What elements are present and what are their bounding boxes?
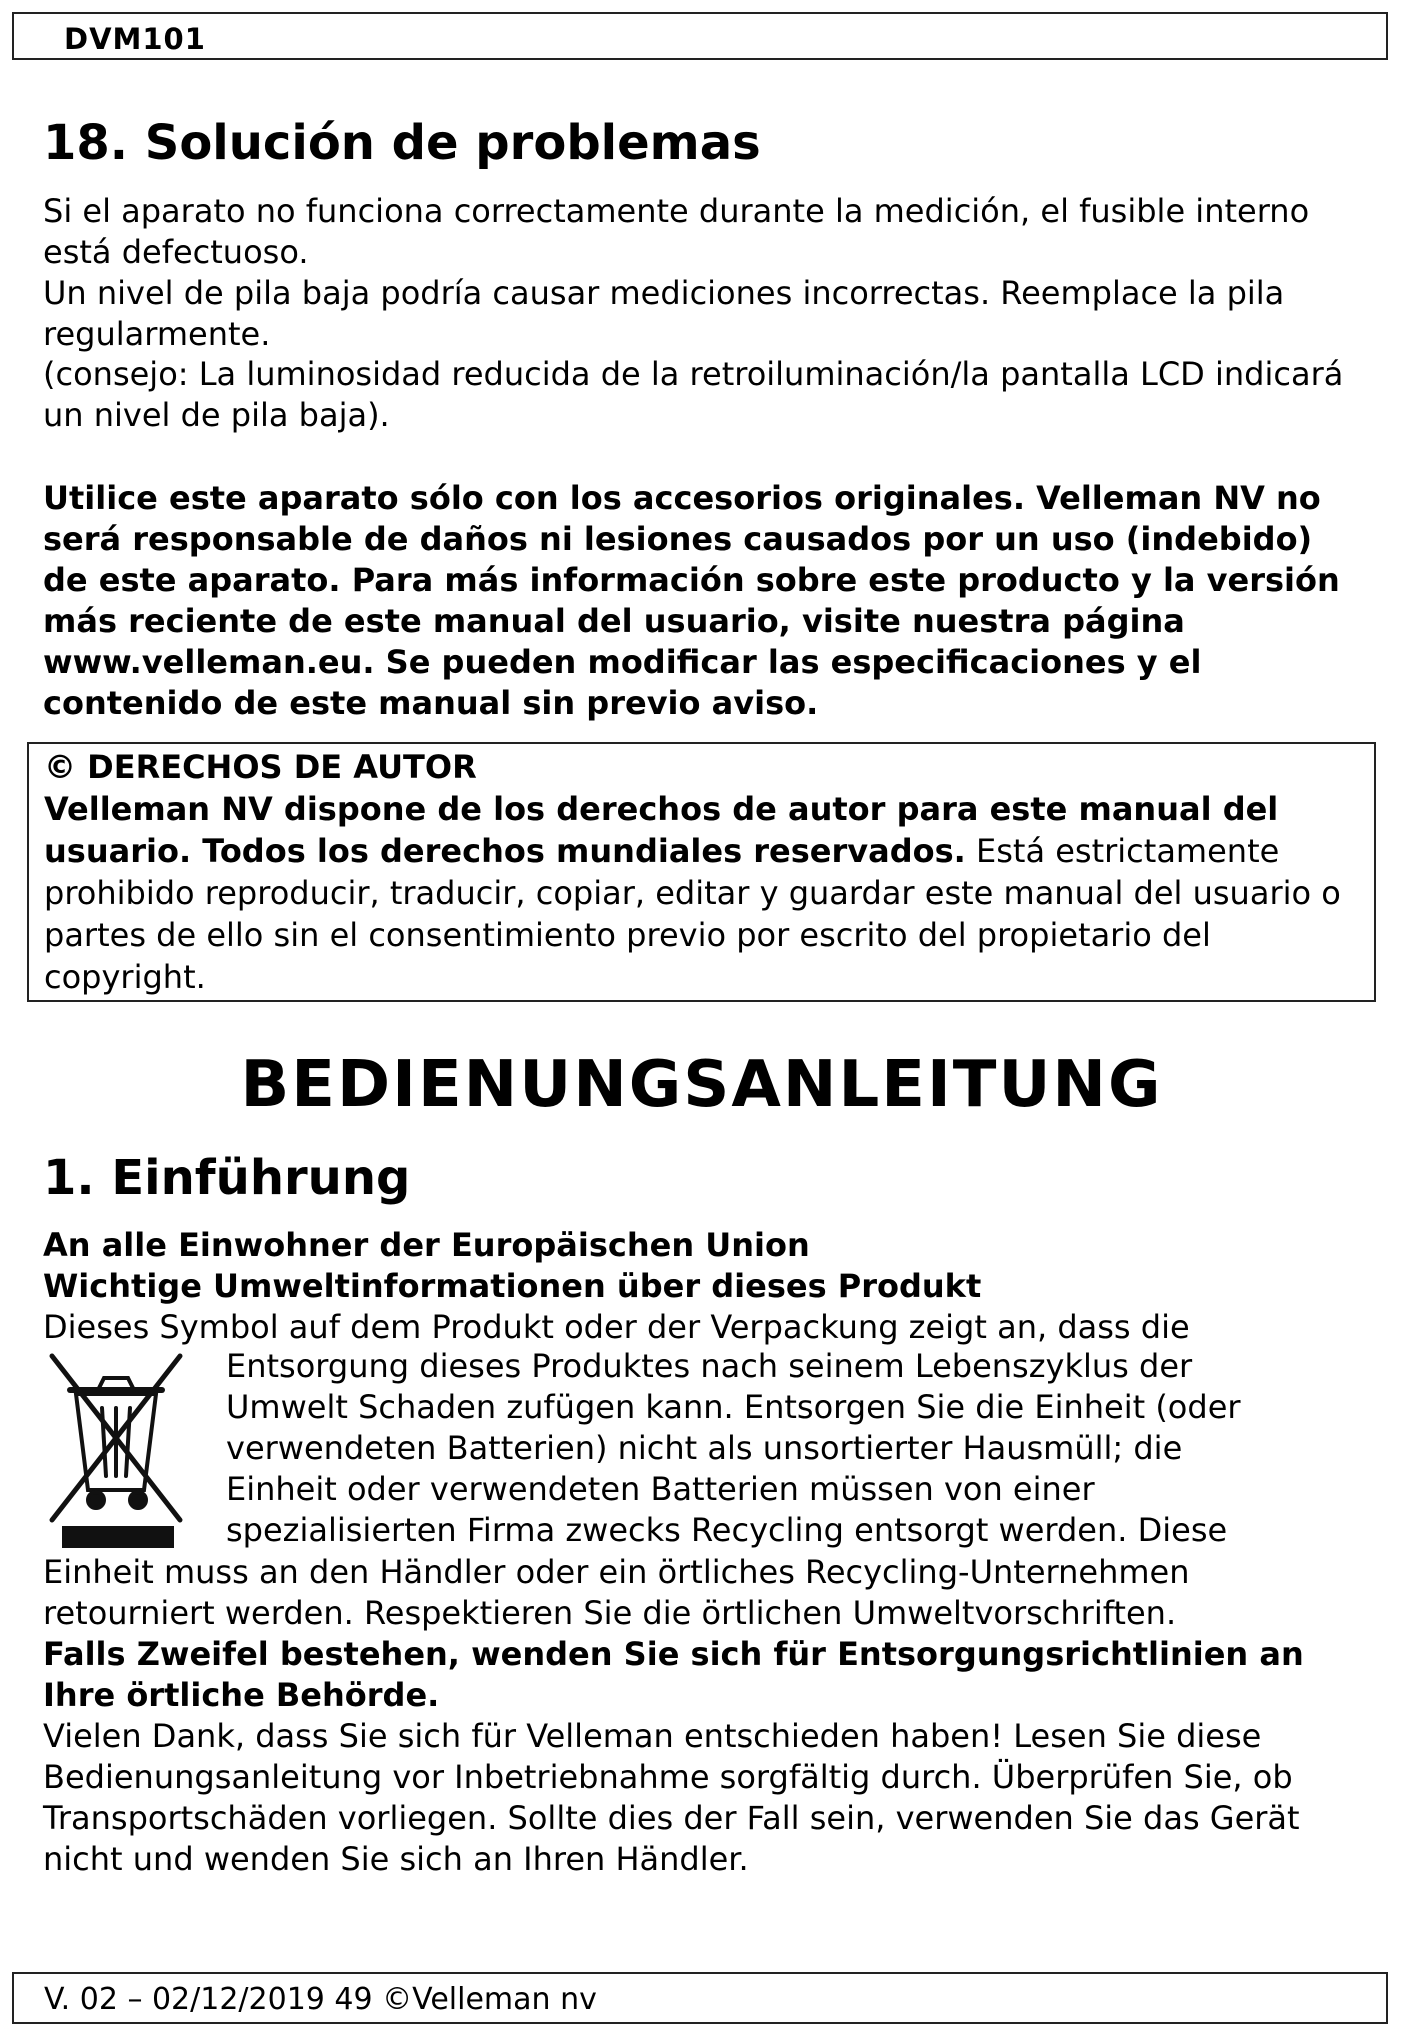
copyright-title: © DERECHOS DE AUTOR	[44, 748, 477, 786]
paragraph-fuse: Si el aparato no funciona correctamente durante la medición, el fusible interno está defectuoso.	[43, 192, 1310, 271]
weee-line: Einheit oder verwendeten Batterien müssen von einer	[226, 1470, 1095, 1508]
section-title-troubleshooting: 18. Solución de problemas	[43, 115, 761, 171]
bold-notice: Utilice este aparato sólo con los accesorios originales. Velleman NV no será responsable de daños ni lesiones causados por un uso (indebido) de este aparato. Para más información sobre este producto y la versión más reciente de este manual del usuario, visite nuestra página www.velleman.eu. Se pueden modificar las especificaciones y el contenido de este manual sin previo aviso.	[43, 479, 1340, 722]
thanks-paragraph: Vielen Dank, dass Sie sich für Velleman entschieden haben! Lesen Sie diese Bedienungsanleitung vor Inbetriebnahme sorgfältig durch. Überprüfen Sie, ob Transportschäden vorliegen. Sollte dies der Fall sein, verwenden Sie das Gerät nicht und wenden Sie sich an Ihren Händler.	[43, 1717, 1300, 1878]
main-title: BEDIENUNGSANLEITUNG	[240, 1048, 1163, 1122]
weee-line: Umwelt Schaden zufügen kann. Entsorgen Sie die Einheit (oder	[226, 1388, 1241, 1426]
paragraph-tip: (consejo: La luminosidad reducida de la retroiluminación/la pantalla LCD indicará un nivel de pila baja).	[43, 355, 1344, 434]
weee-line: Entsorgung dieses Produktes nach seinem Lebenszyklus der	[226, 1347, 1193, 1385]
section-title-introduction: 1. Einführung	[43, 1150, 411, 1206]
copyright-text: Está estrictamente prohibido reproducir, traducir, copiar, editar y guardar este manual del usuario o partes de ello sin el consentimiento previo por escrito del propietario del copyright.	[44, 832, 1341, 996]
copyright-box	[27, 742, 1376, 1002]
weee-after: Einheit muss an den Händler oder ein örtliches Recycling-Unternehmen retourniert werden. Respektieren Sie die örtlichen Umweltvorschriften.	[43, 1553, 1190, 1632]
weee-line: verwendeten Batterien) nicht als unsortierter Hausmüll; die	[226, 1429, 1183, 1467]
copyright-bold-text: Velleman NV dispone de los derechos de autor para este manual del usuario. Todos los derechos mundiales reservados.	[44, 790, 1279, 870]
subheading-environment: Wichtige Umweltinformationen über dieses Produkt	[43, 1267, 982, 1305]
footer-text: V. 02 – 02/12/2019 49 ©Velleman nv	[44, 1982, 597, 2017]
weee-line: spezialisierten Firma zwecks Recycling entsorgt werden. Diese	[226, 1511, 1228, 1549]
weee-intro: Dieses Symbol auf dem Produkt oder der Verpackung zeigt an, dass die	[43, 1308, 1190, 1346]
copyright-body	[44, 788, 1364, 998]
paragraph-battery: Un nivel de pila baja podría causar mediciones incorrectas. Reemplace la pila regularmente.	[43, 274, 1285, 353]
page-footer	[12, 1972, 1388, 2024]
bold-doubt: Falls Zweifel bestehen, wenden Sie sich für Entsorgungsrichtlinien an Ihre örtliche Behörde.	[43, 1635, 1304, 1714]
weee-wrapped-text	[226, 1346, 1386, 1551]
subheading-eu: An alle Einwohner der Europäischen Union	[43, 1226, 810, 1264]
crossed-out-wheelie-bin-icon	[46, 1350, 186, 1550]
page-header	[12, 12, 1388, 60]
model-label: DVM101	[64, 22, 206, 56]
